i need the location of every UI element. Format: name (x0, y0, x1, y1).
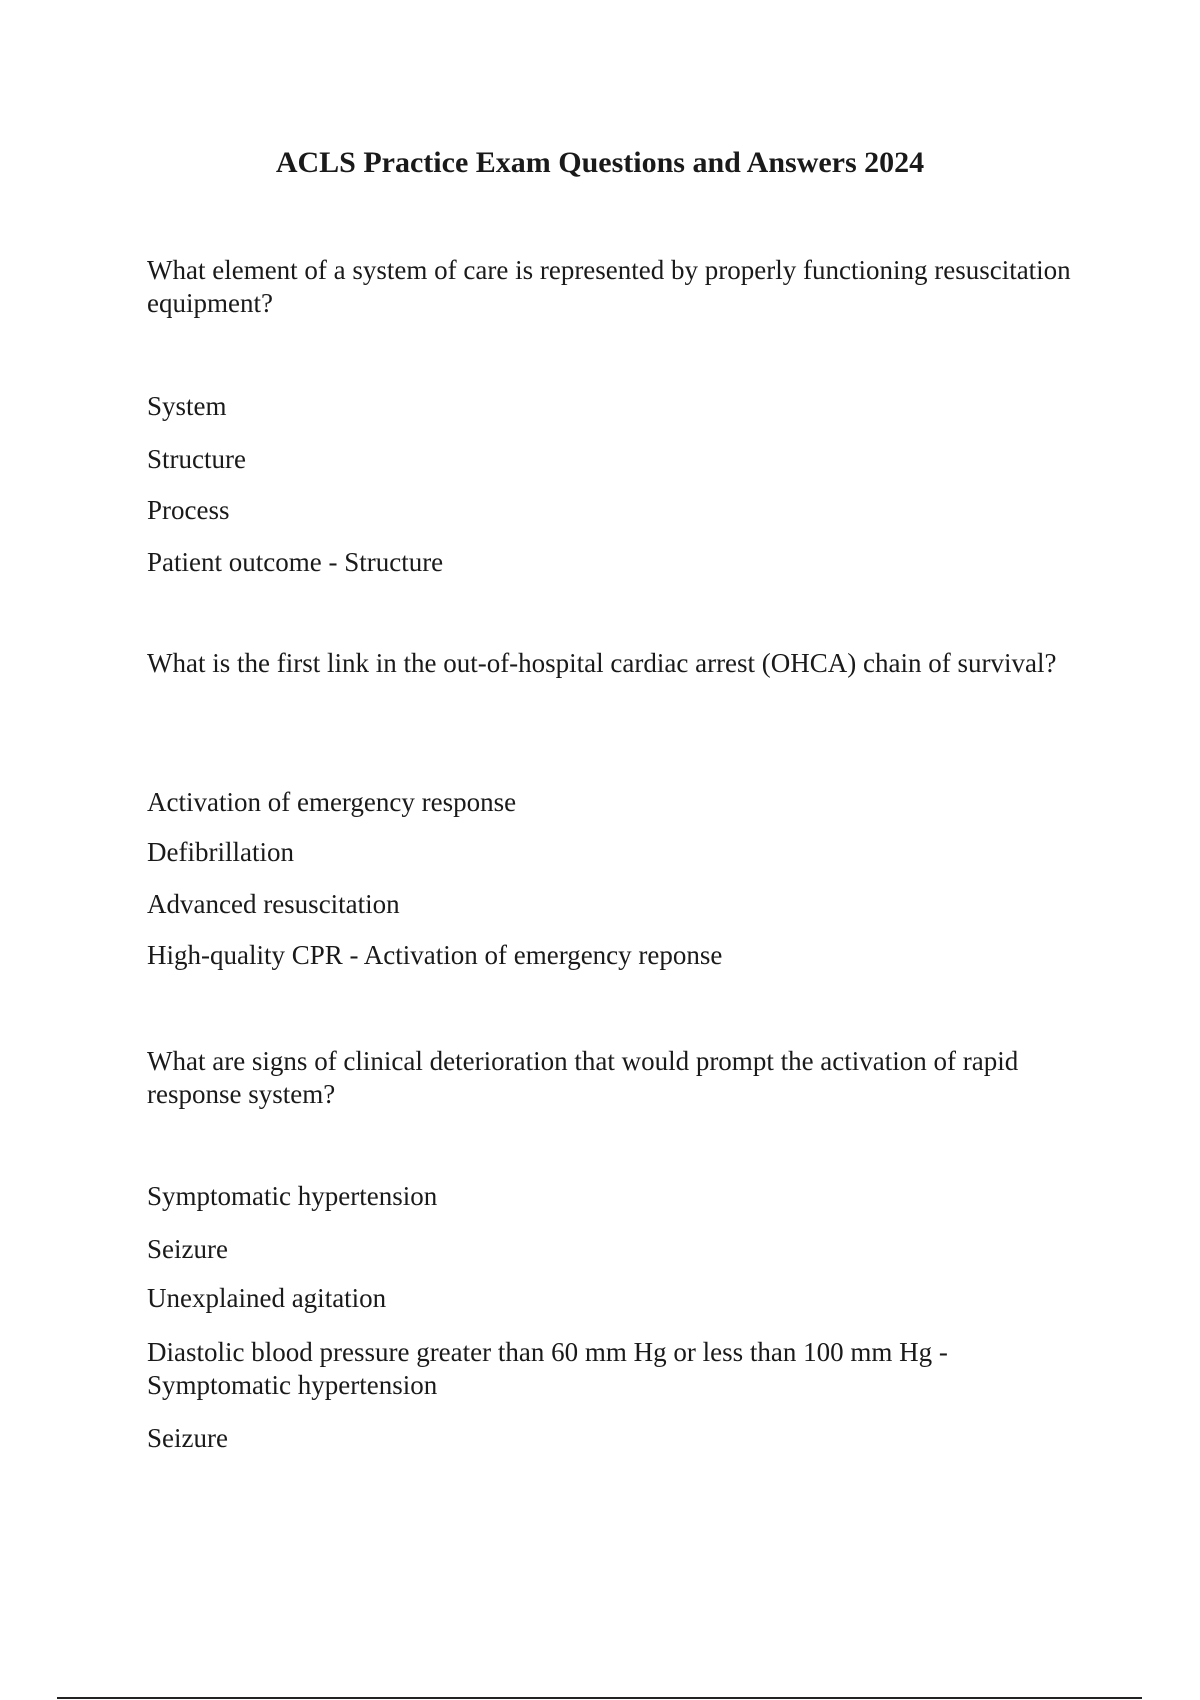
footer-rule (57, 1697, 1142, 1699)
question-2-text: What is the first link in the out-of-hospital cardiac arrest (OHCA) chain of survival? (147, 648, 1057, 678)
question-1-option-1: System (147, 391, 227, 421)
question-1-option-3: Process (147, 495, 230, 525)
question-2-option-1: Activation of emergency response (147, 787, 517, 817)
question-1-option-2: Structure (147, 444, 246, 474)
question-3-text: What are signs of clinical deterioration that would prompt the activation of rapid response system? (147, 1046, 1019, 1109)
question-2-option-4: High-quality CPR - Activation of emergency reponse (147, 940, 723, 970)
page-title: ACLS Practice Exam Questions and Answers 2024 (275, 146, 925, 179)
question-3-option-2: Seizure (147, 1234, 228, 1264)
question-3-option-5: Seizure (147, 1423, 228, 1453)
question-1-option-4: Patient outcome - Structure (147, 547, 444, 577)
question-3-option-1: Symptomatic hypertension (147, 1181, 438, 1211)
question-1-text: What element of a system of care is represented by properly functioning resuscitation equipment? (147, 255, 1071, 318)
question-2-option-3: Advanced resuscitation (147, 889, 400, 919)
question-2-option-2: Defibrillation (147, 837, 294, 867)
question-3-option-3: Unexplained agitation (147, 1283, 387, 1313)
question-3-option-4: Diastolic blood pressure greater than 60 mm Hg or less than 100 mm Hg - Symptomatic hypertension (147, 1337, 948, 1400)
